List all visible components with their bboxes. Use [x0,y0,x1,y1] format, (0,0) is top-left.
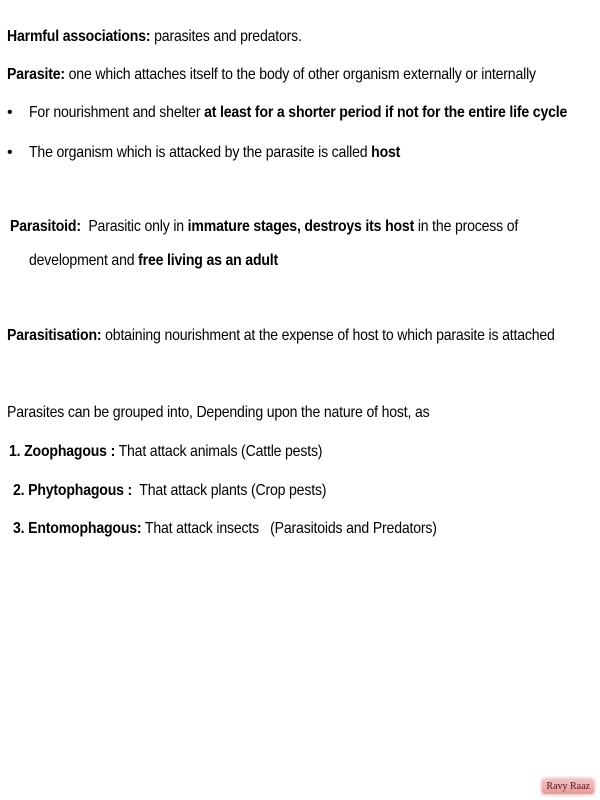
group-item-1 [9,441,322,463]
harmful-text: parasites and predators. [154,28,302,45]
author-watermark: Ravy Raaz [542,779,594,794]
parasite-text: one which attaches itself to the body of other organism externally or internally [68,66,536,83]
parasitoid-line-2 [29,250,278,272]
parasitisation-line [7,325,555,347]
group-item-2-text: That attack plants (Crop pests) [139,482,327,499]
parasite-bullet-2 [29,142,400,164]
group-item-2-label: 2. Phytophagous : [13,482,133,499]
bullet-1-bold: at least for a shorter period if not for the entire life cycle [204,104,568,121]
harmful-line [7,26,302,48]
parasitoid-line-1 [10,216,518,238]
parasite-label: Parasite: [7,66,65,83]
bullet-1-text: For nourishment and shelter [29,104,201,121]
bullet-icon: • [7,104,13,121]
parasitisation-text: obtaining nourishment at the expense of host to which parasite is attached [105,327,555,344]
parasitoid-text-2: in the process of [417,218,519,235]
parasitoid-label: Parasitoid: [10,218,81,235]
group-item-1-label: 1. Zoophagous : [9,443,116,460]
bullet-2-text: The organism which is attacked by the parasite is called [29,144,368,161]
parasitisation-label: Parasitisation: [7,327,102,344]
group-item-3-label: 3. Entomophagous: [13,520,142,537]
parasite-bullet-1 [29,102,567,124]
parasitoid-text-1: Parasitic only in [88,218,184,235]
parasite-line [7,64,536,86]
group-item-1-text: That attack animals (Cattle pests) [118,443,323,460]
harmful-label: Harmful associations: [7,28,151,45]
bullet-2-bold: host [371,144,401,161]
parasitoid-bold-2: free living as an adult [138,252,279,269]
group-item-3-text: That attack insects (Parasitoids and Predators) [144,520,437,537]
group-item-3 [13,518,437,540]
parasitoid-text-3: development and [29,252,135,269]
groups-intro: Parasites can be grouped into, Depending upon the nature of host, as [7,404,430,421]
bullet-icon: • [7,144,13,161]
group-item-2 [13,480,326,502]
parasitoid-bold-1: immature stages, destroys its host [187,218,415,235]
